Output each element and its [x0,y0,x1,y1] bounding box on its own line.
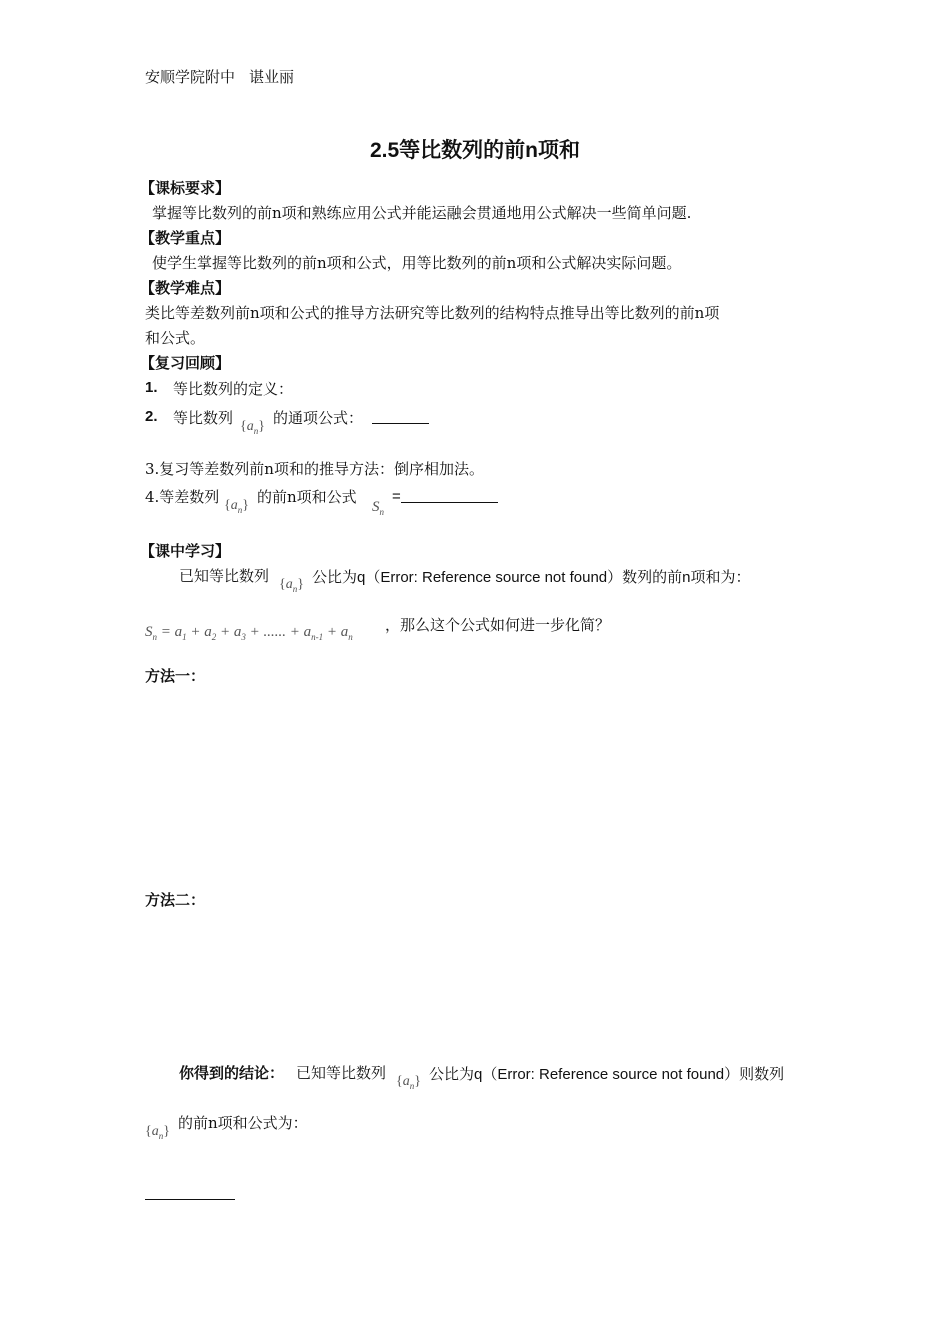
review-4-eq: = [392,488,401,505]
conclusion-label: 你得到的结论： [179,1064,285,1082]
header-school: 安顺学院附中 [145,68,236,86]
sequence-an-symbol: $\{a_n\}$ [145,1124,170,1141]
review-heading: 【复习回顾】 [140,354,231,372]
review-4-mid: 的前n项和公式 [257,488,357,506]
method-1-label: 方法一： [145,667,206,685]
formula-question: ，那么这个公式如何进一步化简？ [385,616,611,634]
page-title: 2.5等比数列的前n项和 [369,139,581,162]
difficulty-heading: 【教学难点】 [140,279,231,297]
review-4-answer-blank [401,486,498,507]
lesson-heading: 【课中学习】 [140,542,231,560]
standard-text: 掌握等比数列的前n项和熟练应用公式并能运融会贯通地用公式解决一些简单问题. [152,204,692,222]
lesson-post: 公比为q（Error: Reference source not found）数列的前n项和为： [312,569,751,586]
review-2-number: 2. [145,408,158,425]
sequence-an-symbol: $\{a_n\}$ [240,419,265,436]
conclusion-pre: 已知等比数列 [296,1064,387,1082]
sum-formula: $S_n = a_1 + a_2 + a_3$ + ...... + $a_{n-1} + a_n$ [145,624,353,642]
key-text: 使学生掌握等比数列的前n项和公式，用等比数列的前n项和公式解决实际问题。 [152,254,682,272]
method-2-label: 方法二： [145,891,206,909]
standard-heading: 【课标要求】 [140,179,231,197]
conclusion-answer-blank [145,1183,235,1204]
header-author: 谌业丽 [249,68,295,86]
review-1-number: 1. [145,379,158,396]
difficulty-line-1: 类比等差数列前n项和公式的推导方法研究等比数列的结构特点推导出等比数列的前n项 [145,304,720,322]
review-2-pre: 等比数列 [173,409,234,427]
key-heading: 【教学重点】 [140,229,231,247]
sum-sn-symbol: $S_n$ [372,499,384,517]
review-4-pre: 4.等差数列 [145,488,220,506]
review-3-text: 3.复习等差数列前n项和的推导方法：倒序相加法。 [145,460,484,478]
sequence-an-symbol: $\{a_n\}$ [396,1074,421,1091]
conclusion-post: 公比为q（Error: Reference source not found）则数列 [429,1066,785,1083]
lesson-pre: 已知等比数列 [179,567,270,585]
review-2-answer-blank [372,407,429,428]
header-school-author [145,66,294,87]
conclusion-line-2: 的前n项和公式为： [178,1114,308,1132]
review-2-post: 的通项公式： [273,409,364,427]
sequence-an-symbol: $\{a_n\}$ [224,498,249,515]
sequence-an-symbol: $\{a_n\}$ [279,577,304,594]
difficulty-line-2: 和公式。 [145,329,206,347]
review-1-text: 等比数列的定义： [173,380,294,398]
